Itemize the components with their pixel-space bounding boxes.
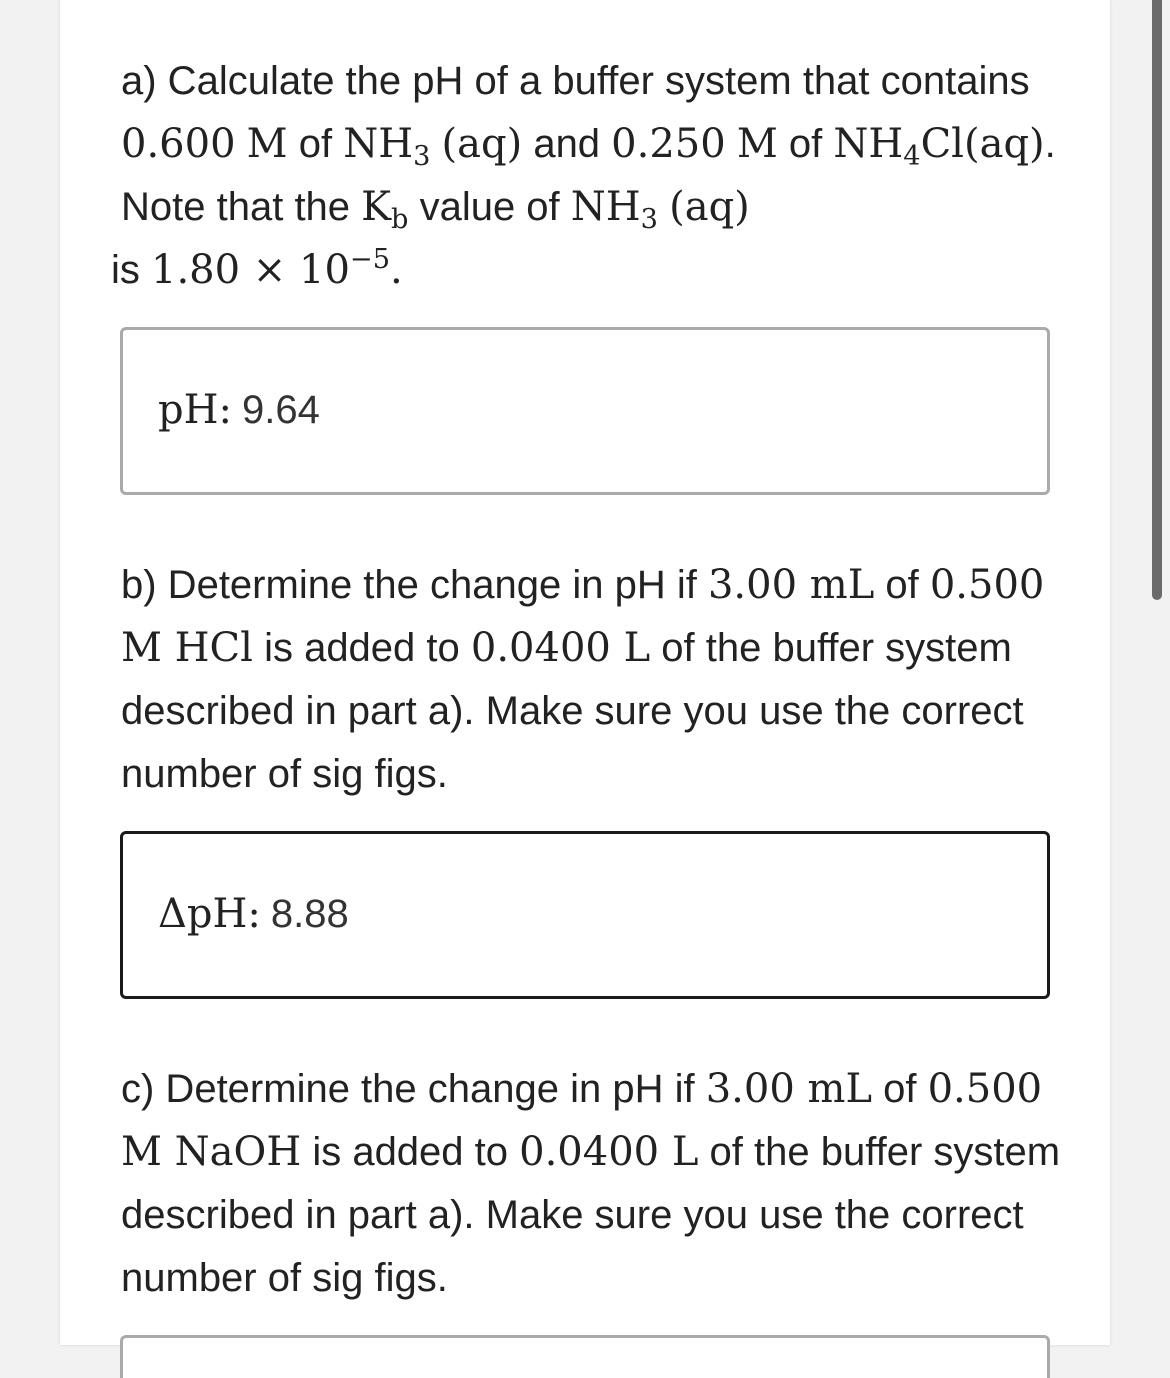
molar-unit: M [246, 121, 288, 167]
naoh-concentration: 0.500 M NaOH [121, 1066, 1043, 1175]
part-a-intro: a) Calculate the pH of a buffer system that contains [121, 59, 1030, 103]
kb-symbol: $K_b$ [361, 184, 409, 235]
of-text: of [872, 1067, 928, 1111]
nh3-formula: $NH_3$ [570, 184, 658, 235]
part-b-instructions: of the buffer system described in part a). Make sure you use the correct number of sig figs. [121, 626, 1024, 796]
nh3-concentration: 0.600 [121, 121, 236, 167]
delta-ph-base-answer-field[interactable] [120, 1335, 1050, 1378]
hcl-volume: 3.00 mL [707, 562, 875, 608]
question-page [60, 0, 1110, 1345]
part-b-intro: b) Determine the change in pH if [121, 563, 708, 607]
buffer-volume: 0.0400 L [519, 1129, 699, 1175]
of-text: of [287, 122, 344, 166]
of-text: of [874, 563, 930, 607]
delta-ph-acid-answer-field[interactable] [120, 831, 1050, 999]
molar-unit: M [736, 121, 778, 167]
value-of-text: value of [408, 185, 571, 229]
ph-value[interactable]: 9.64 [241, 388, 320, 432]
question-part-a [111, 50, 1061, 302]
kb-value: $1.80 \times 10^{-5}$. [151, 244, 403, 293]
note-text: . Note that the [121, 122, 1056, 229]
part-c-intro: c) Determine the change in pH if [121, 1067, 706, 1111]
aq-state: (aq) [669, 184, 750, 230]
nh4cl-concentration: 0.250 [611, 121, 726, 167]
added-text: is added to [301, 1130, 520, 1174]
of-text: of [777, 122, 834, 166]
delta-ph-label: ΔpH: [158, 891, 261, 937]
ph-answer-field[interactable] [120, 327, 1050, 495]
nh4cl-formula: $NH_4Cl(aq)$ [833, 121, 1045, 172]
delta-ph-value[interactable]: 8.88 [270, 892, 349, 936]
aq-state: (aq) [441, 121, 523, 167]
buffer-volume: 0.0400 L [470, 625, 651, 671]
is-text: is [111, 248, 151, 292]
question-part-c [121, 1058, 1061, 1310]
added-text: is added to [252, 626, 471, 670]
scrollbar-thumb[interactable] [1152, 0, 1162, 600]
naoh-volume: 3.00 mL [705, 1066, 873, 1112]
nh3-formula: $NH_3$ [343, 121, 431, 172]
scrollbar[interactable] [1148, 0, 1170, 1345]
hcl-concentration: 0.500 M HCl [121, 562, 1045, 671]
part-c-instructions: of the buffer system described in part a). Make sure you use the correct number of sig figs. [121, 1130, 1061, 1300]
and-text: and [522, 122, 612, 166]
ph-label: pH: [158, 387, 232, 433]
question-part-b [121, 554, 1061, 806]
